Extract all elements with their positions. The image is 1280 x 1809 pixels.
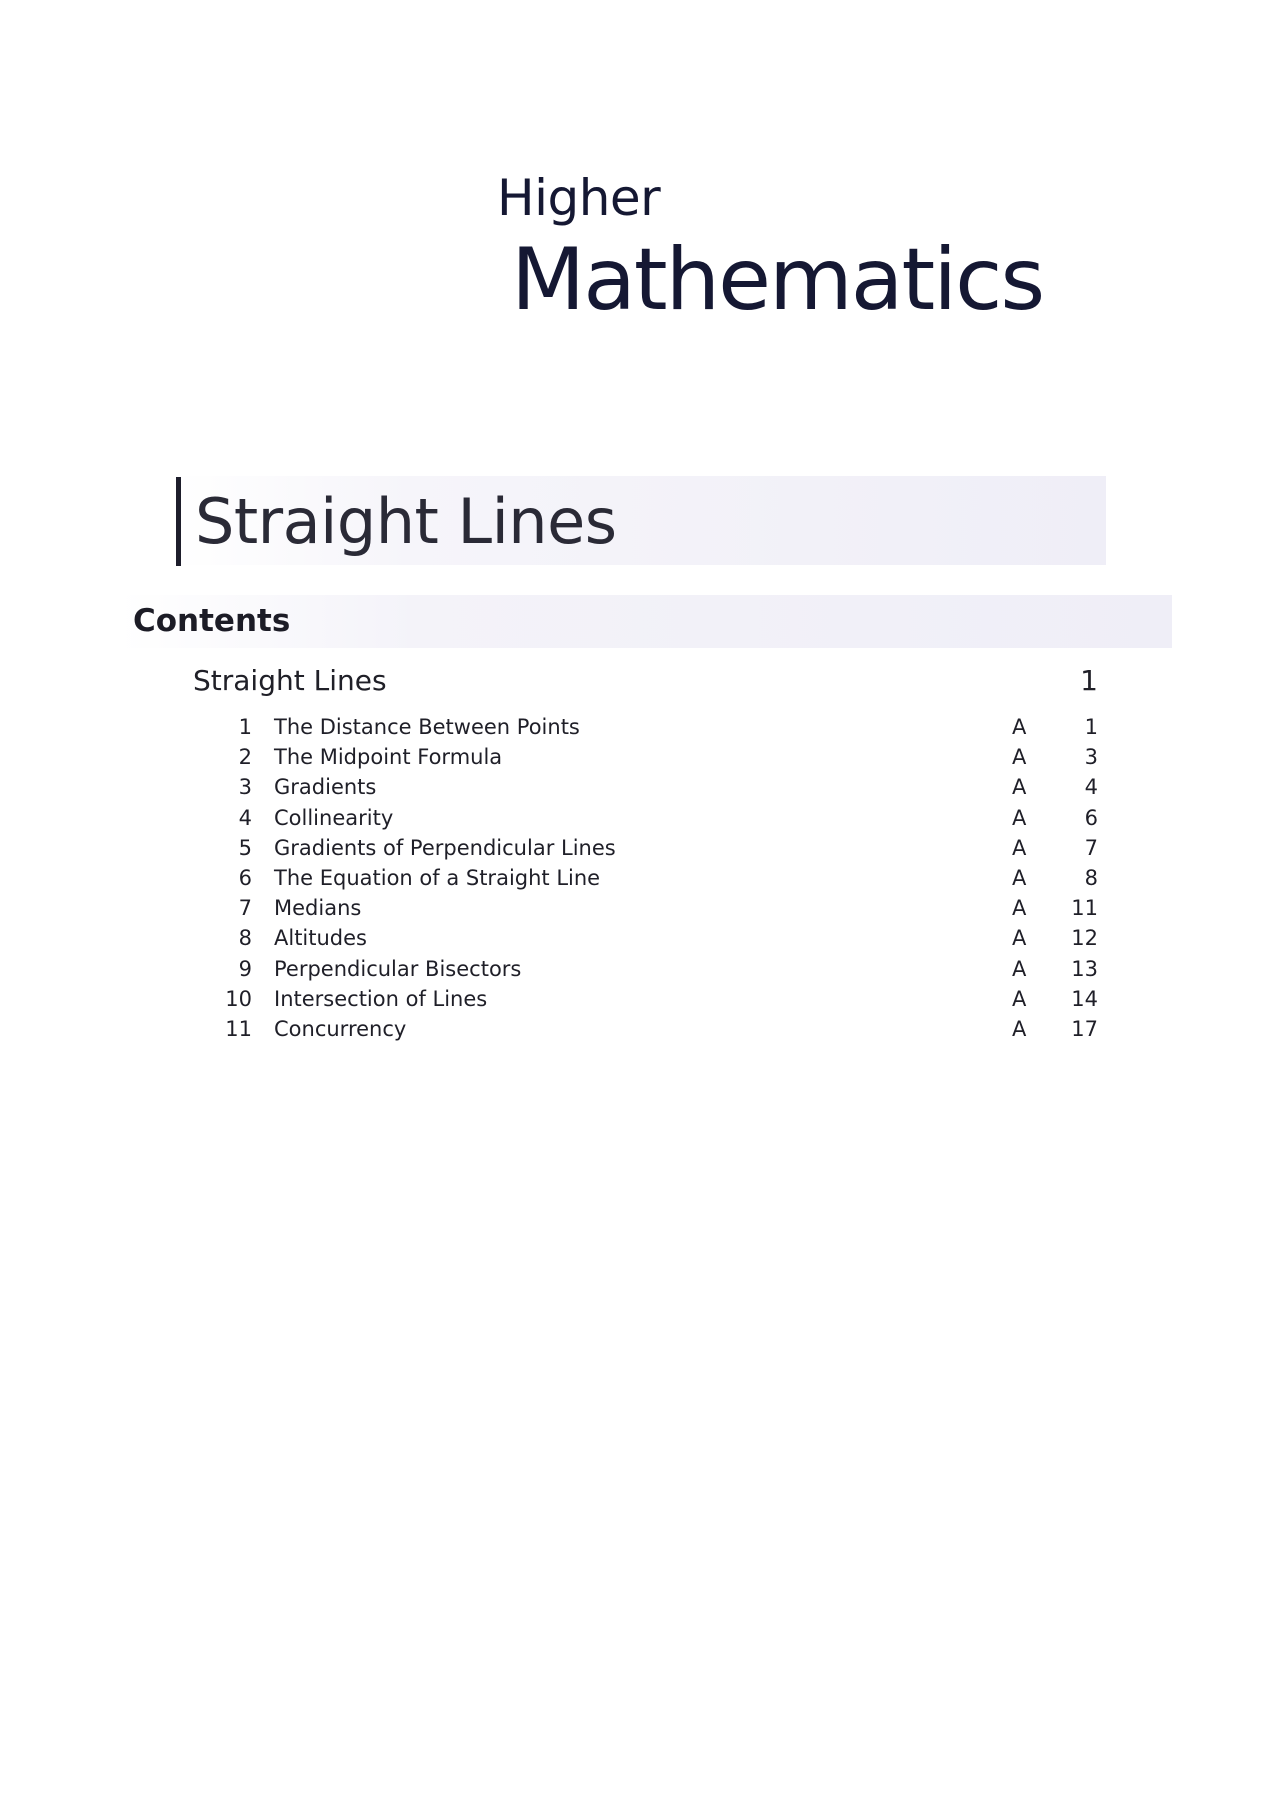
toc-item-title: Collinearity <box>274 805 394 830</box>
toc-section-row[interactable] <box>193 660 1098 702</box>
toc-item-title: The Distance Between Points <box>274 715 580 739</box>
toc-item-level: A <box>1012 835 1027 860</box>
toc-item-page: 17 <box>1071 1016 1098 1041</box>
toc-item-number: 2 <box>238 745 252 770</box>
toc-item-level: A <box>1012 926 1027 951</box>
unit-title: Straight Lines <box>195 485 617 558</box>
toc-item-number: 4 <box>238 805 252 830</box>
toc-item-title: Medians <box>274 896 362 921</box>
toc-item-number: 9 <box>238 956 252 981</box>
toc-item-page: 12 <box>1071 926 1098 951</box>
toc-section-title: Straight Lines <box>193 664 387 697</box>
toc-item-page: 6 <box>1084 805 1098 830</box>
toc-item-title: Altitudes <box>274 926 368 951</box>
toc-item-number: 8 <box>238 926 252 951</box>
toc-item-title: The Midpoint Formula <box>274 745 503 770</box>
toc-item-page: 14 <box>1071 986 1098 1011</box>
toc-item-level: A <box>1012 745 1027 770</box>
toc-item-title: Intersection of Lines <box>274 986 488 1011</box>
toc-item-number: 7 <box>238 896 252 921</box>
brand-line-mathematics: Mathematics <box>511 230 1044 330</box>
toc-item-level: A <box>1012 956 1027 981</box>
table-of-contents <box>222 712 1098 1044</box>
toc-item-page: 11 <box>1071 896 1098 921</box>
toc-item-level: A <box>1012 896 1027 921</box>
toc-item-page: 8 <box>1084 865 1098 890</box>
toc-item-number: 5 <box>238 835 252 860</box>
toc-item[interactable] <box>222 803 1098 833</box>
toc-item[interactable] <box>222 772 1098 802</box>
toc-item-number: 11 <box>225 1016 252 1041</box>
toc-item[interactable] <box>222 954 1098 984</box>
brand-line-higher: Higher <box>497 169 661 227</box>
document-brand <box>497 168 1043 328</box>
toc-item-page: 1 <box>1084 715 1098 739</box>
toc-item[interactable] <box>222 923 1098 953</box>
toc-item[interactable] <box>222 984 1098 1014</box>
contents-heading: Contents <box>133 603 291 639</box>
toc-item-level: A <box>1012 805 1027 830</box>
toc-item-title: The Equation of a Straight Line <box>274 865 601 890</box>
unit-title-rule <box>176 477 181 566</box>
toc-item-title: Gradients <box>274 775 377 800</box>
toc-item[interactable] <box>222 742 1098 772</box>
toc-section-page: 1 <box>1080 664 1098 697</box>
toc-item-number: 6 <box>238 865 252 890</box>
toc-item-title: Perpendicular Bisectors <box>274 956 522 981</box>
toc-item-number: 1 <box>238 715 252 739</box>
toc-item-page: 4 <box>1084 775 1098 800</box>
toc-item-page: 7 <box>1084 835 1098 860</box>
toc-item-level: A <box>1012 865 1027 890</box>
toc-item[interactable] <box>222 863 1098 893</box>
toc-item-page: 13 <box>1071 956 1098 981</box>
toc-item-level: A <box>1012 1016 1027 1041</box>
toc-item-number: 10 <box>225 986 252 1011</box>
toc-item-level: A <box>1012 775 1027 800</box>
toc-item-title: Concurrency <box>274 1016 407 1041</box>
toc-item-level: A <box>1012 986 1027 1011</box>
toc-item[interactable] <box>222 893 1098 923</box>
toc-item-number: 3 <box>238 775 252 800</box>
toc-item[interactable] <box>222 712 1098 742</box>
toc-item-page: 3 <box>1084 745 1098 770</box>
toc-item[interactable] <box>222 833 1098 863</box>
toc-item-level: A <box>1012 715 1027 739</box>
toc-item[interactable] <box>222 1014 1098 1044</box>
toc-item-title: Gradients of Perpendicular Lines <box>274 835 616 860</box>
